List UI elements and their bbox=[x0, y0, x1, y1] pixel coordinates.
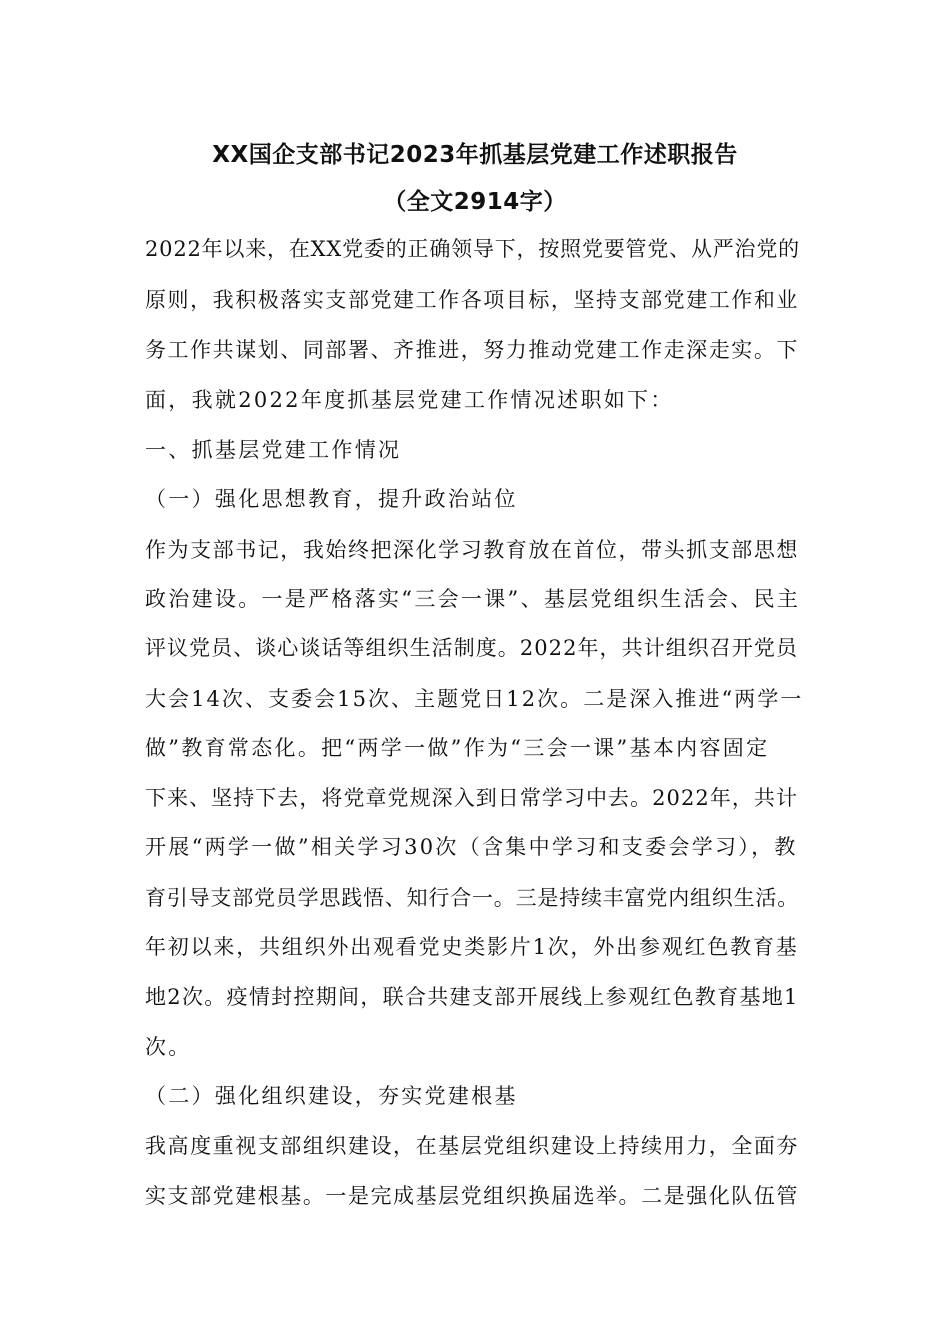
paragraph-line: 育引导支部党员学思践悟、知行合一。三是持续丰富党内组织生活。 bbox=[145, 886, 799, 910]
paragraph-line: 年初以来，共组织外出观看党史类影片1次，外出参观红色教育基 bbox=[145, 935, 799, 959]
paragraph-line: 面，我就2022年度抓基层党建工作情况述职如下： bbox=[145, 388, 674, 412]
paragraph-line: 大会14次、支委会15次、主题党日12次。二是深入推进“两学一 bbox=[145, 687, 804, 711]
section-heading: 一、抓基层党建工作情况 bbox=[145, 438, 402, 462]
subsection-heading: （一）强化思想教育，提升政治站位 bbox=[145, 487, 518, 511]
paragraph-line: 次。 bbox=[145, 1035, 192, 1059]
paragraph-line: 原则，我积极落实支部党建工作各项目标，坚持支部党建工作和业 bbox=[145, 288, 799, 312]
paragraph-line: 2022年以来，在XX党委的正确领导下，按照党要管党、从严治党的 bbox=[145, 237, 800, 261]
paragraph-line: 评议党员、谈心谈话等组织生活制度。2022年，共计组织召开党员 bbox=[145, 636, 798, 660]
paragraph-line: 做”教育常态化。把“两学一做”作为“三会一课”基本内容固定 bbox=[145, 736, 770, 760]
paragraph-line: 务工作共谋划、同部署、齐推进，努力推动党建工作走深走实。下 bbox=[145, 338, 799, 362]
paragraph-line: 地2次。疫情封控期间，联合共建支部开展线上参观红色教育基地1 bbox=[145, 985, 799, 1009]
document-title: XX国企支部书记2023年抓基层党建工作述职报告 bbox=[212, 142, 738, 168]
paragraph-line: 开展“两学一做”相关学习30次（含集中学习和支委会学习），教 bbox=[145, 835, 798, 859]
paragraph-line: 下来、坚持下去，将党章党规深入到日常学习中去。2022年，共计 bbox=[145, 786, 798, 810]
document-subtitle: （全文2914字） bbox=[383, 189, 567, 215]
paragraph-line: 作为支部书记，我始终把深化学习教育放在首位，带头抓支部思想 bbox=[145, 538, 799, 562]
subsection-heading: （二）强化组织建设，夯实党建根基 bbox=[145, 1084, 518, 1108]
paragraph-line: 实支部党建根基。一是完成基层党组织换届选举。二是强化队伍管 bbox=[145, 1184, 799, 1208]
paragraph-line: 我高度重视支部组织建设，在基层党组织建设上持续用力，全面夯 bbox=[145, 1134, 799, 1158]
paragraph-line: 政治建设。一是严格落实“三会一课”、基层党组织生活会、民主 bbox=[145, 587, 801, 611]
